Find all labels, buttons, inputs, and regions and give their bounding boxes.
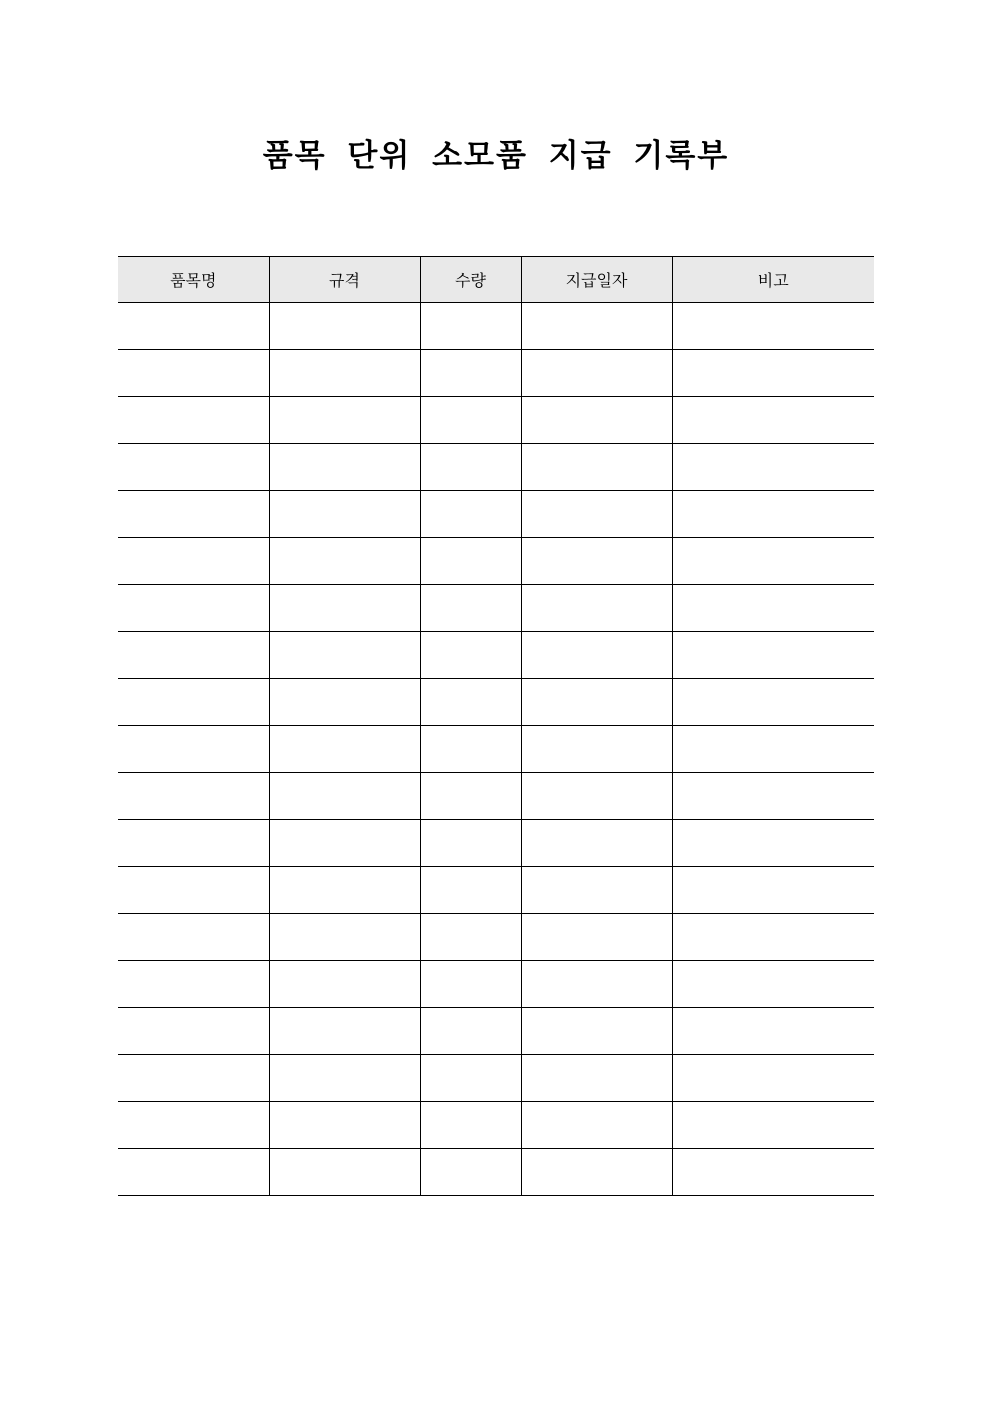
table-row (118, 961, 874, 1008)
remarks-cell[interactable] (672, 1149, 874, 1196)
table-row (118, 820, 874, 867)
spec-cell[interactable] (269, 867, 420, 914)
quantity-cell[interactable] (420, 444, 521, 491)
remarks-cell[interactable] (672, 350, 874, 397)
table-row (118, 585, 874, 632)
remarks-cell[interactable] (672, 303, 874, 350)
item-name-cell[interactable] (118, 350, 269, 397)
item-name-cell[interactable] (118, 585, 269, 632)
page-title: 품목 단위 소모품 지급 기록부 (262, 138, 730, 174)
remarks-cell[interactable] (672, 1008, 874, 1055)
quantity-cell[interactable] (420, 914, 521, 961)
spec-cell[interactable] (269, 538, 420, 585)
issue-date-cell[interactable] (521, 1149, 672, 1196)
quantity-cell[interactable] (420, 350, 521, 397)
spec-cell[interactable] (269, 820, 420, 867)
table-row (118, 538, 874, 585)
table-row (118, 1102, 874, 1149)
item-name-cell[interactable] (118, 1055, 269, 1102)
issue-date-cell[interactable] (521, 820, 672, 867)
spec-cell[interactable] (269, 350, 420, 397)
table-row (118, 773, 874, 820)
table-row (118, 726, 874, 773)
item-name-cell[interactable] (118, 491, 269, 538)
quantity-cell[interactable] (420, 1055, 521, 1102)
remarks-cell[interactable] (672, 867, 874, 914)
issue-date-cell[interactable] (521, 491, 672, 538)
spec-cell[interactable] (269, 444, 420, 491)
quantity-cell[interactable] (420, 303, 521, 350)
item-name-cell[interactable] (118, 820, 269, 867)
table-header-row (118, 257, 874, 303)
item-name-cell[interactable] (118, 914, 269, 961)
remarks-cell[interactable] (672, 1102, 874, 1149)
item-name-cell[interactable] (118, 867, 269, 914)
spec-cell[interactable] (269, 726, 420, 773)
remarks-cell[interactable] (672, 961, 874, 1008)
remarks-cell[interactable] (672, 1055, 874, 1102)
remarks-cell[interactable] (672, 820, 874, 867)
item-name-cell[interactable] (118, 444, 269, 491)
column-header-issue-date: 지급일자 (521, 257, 672, 303)
issue-date-cell[interactable] (521, 867, 672, 914)
issue-date-cell[interactable] (521, 585, 672, 632)
quantity-cell[interactable] (420, 1008, 521, 1055)
spec-cell[interactable] (269, 397, 420, 444)
spec-cell[interactable] (269, 1149, 420, 1196)
issue-date-cell[interactable] (521, 632, 672, 679)
table-row (118, 350, 874, 397)
quantity-cell[interactable] (420, 1102, 521, 1149)
remarks-cell[interactable] (672, 397, 874, 444)
spec-cell[interactable] (269, 1008, 420, 1055)
table-body (118, 303, 874, 1196)
quantity-cell[interactable] (420, 820, 521, 867)
table-row (118, 444, 874, 491)
item-name-cell[interactable] (118, 632, 269, 679)
supply-record-table (118, 256, 874, 1196)
quantity-cell[interactable] (420, 773, 521, 820)
item-name-cell[interactable] (118, 1149, 269, 1196)
quantity-cell[interactable] (420, 585, 521, 632)
table-row (118, 1008, 874, 1055)
quantity-cell[interactable] (420, 726, 521, 773)
quantity-cell[interactable] (420, 491, 521, 538)
issue-date-cell[interactable] (521, 726, 672, 773)
quantity-cell[interactable] (420, 397, 521, 444)
item-name-cell[interactable] (118, 726, 269, 773)
issue-date-cell[interactable] (521, 914, 672, 961)
table-row (118, 1149, 874, 1196)
spec-cell[interactable] (269, 1055, 420, 1102)
remarks-cell[interactable] (672, 726, 874, 773)
issue-date-cell[interactable] (521, 303, 672, 350)
quantity-cell[interactable] (420, 961, 521, 1008)
spec-cell[interactable] (269, 491, 420, 538)
quantity-cell[interactable] (420, 538, 521, 585)
issue-date-cell[interactable] (521, 350, 672, 397)
quantity-cell[interactable] (420, 679, 521, 726)
issue-date-cell[interactable] (521, 538, 672, 585)
item-name-cell[interactable] (118, 1102, 269, 1149)
item-name-cell[interactable] (118, 303, 269, 350)
table-row (118, 303, 874, 350)
issue-date-cell[interactable] (521, 1008, 672, 1055)
issue-date-cell[interactable] (521, 961, 672, 1008)
spec-cell[interactable] (269, 1102, 420, 1149)
item-name-cell[interactable] (118, 397, 269, 444)
issue-date-cell[interactable] (521, 679, 672, 726)
quantity-cell[interactable] (420, 867, 521, 914)
table-row (118, 1055, 874, 1102)
spec-cell[interactable] (269, 303, 420, 350)
issue-date-cell[interactable] (521, 397, 672, 444)
item-name-cell[interactable] (118, 679, 269, 726)
item-name-cell[interactable] (118, 538, 269, 585)
issue-date-cell[interactable] (521, 1055, 672, 1102)
issue-date-cell[interactable] (521, 773, 672, 820)
remarks-cell[interactable] (672, 444, 874, 491)
remarks-cell[interactable] (672, 491, 874, 538)
table-row (118, 914, 874, 961)
spec-cell[interactable] (269, 632, 420, 679)
spec-cell[interactable] (269, 585, 420, 632)
item-name-cell[interactable] (118, 961, 269, 1008)
column-header-item-name: 품목명 (118, 257, 269, 303)
spec-cell[interactable] (269, 773, 420, 820)
column-header-remarks: 비고 (672, 257, 874, 303)
spec-cell[interactable] (269, 679, 420, 726)
table-row (118, 679, 874, 726)
remarks-cell[interactable] (672, 773, 874, 820)
item-name-cell[interactable] (118, 773, 269, 820)
remarks-cell[interactable] (672, 679, 874, 726)
quantity-cell[interactable] (420, 632, 521, 679)
table-row (118, 491, 874, 538)
column-header-spec: 규격 (269, 257, 420, 303)
spec-cell[interactable] (269, 914, 420, 961)
table-row (118, 632, 874, 679)
spec-cell[interactable] (269, 961, 420, 1008)
remarks-cell[interactable] (672, 632, 874, 679)
remarks-cell[interactable] (672, 914, 874, 961)
issue-date-cell[interactable] (521, 1102, 672, 1149)
table-row (118, 867, 874, 914)
quantity-cell[interactable] (420, 1149, 521, 1196)
issue-date-cell[interactable] (521, 444, 672, 491)
remarks-cell[interactable] (672, 585, 874, 632)
table-row (118, 397, 874, 444)
remarks-cell[interactable] (672, 538, 874, 585)
column-header-quantity: 수량 (420, 257, 521, 303)
item-name-cell[interactable] (118, 1008, 269, 1055)
